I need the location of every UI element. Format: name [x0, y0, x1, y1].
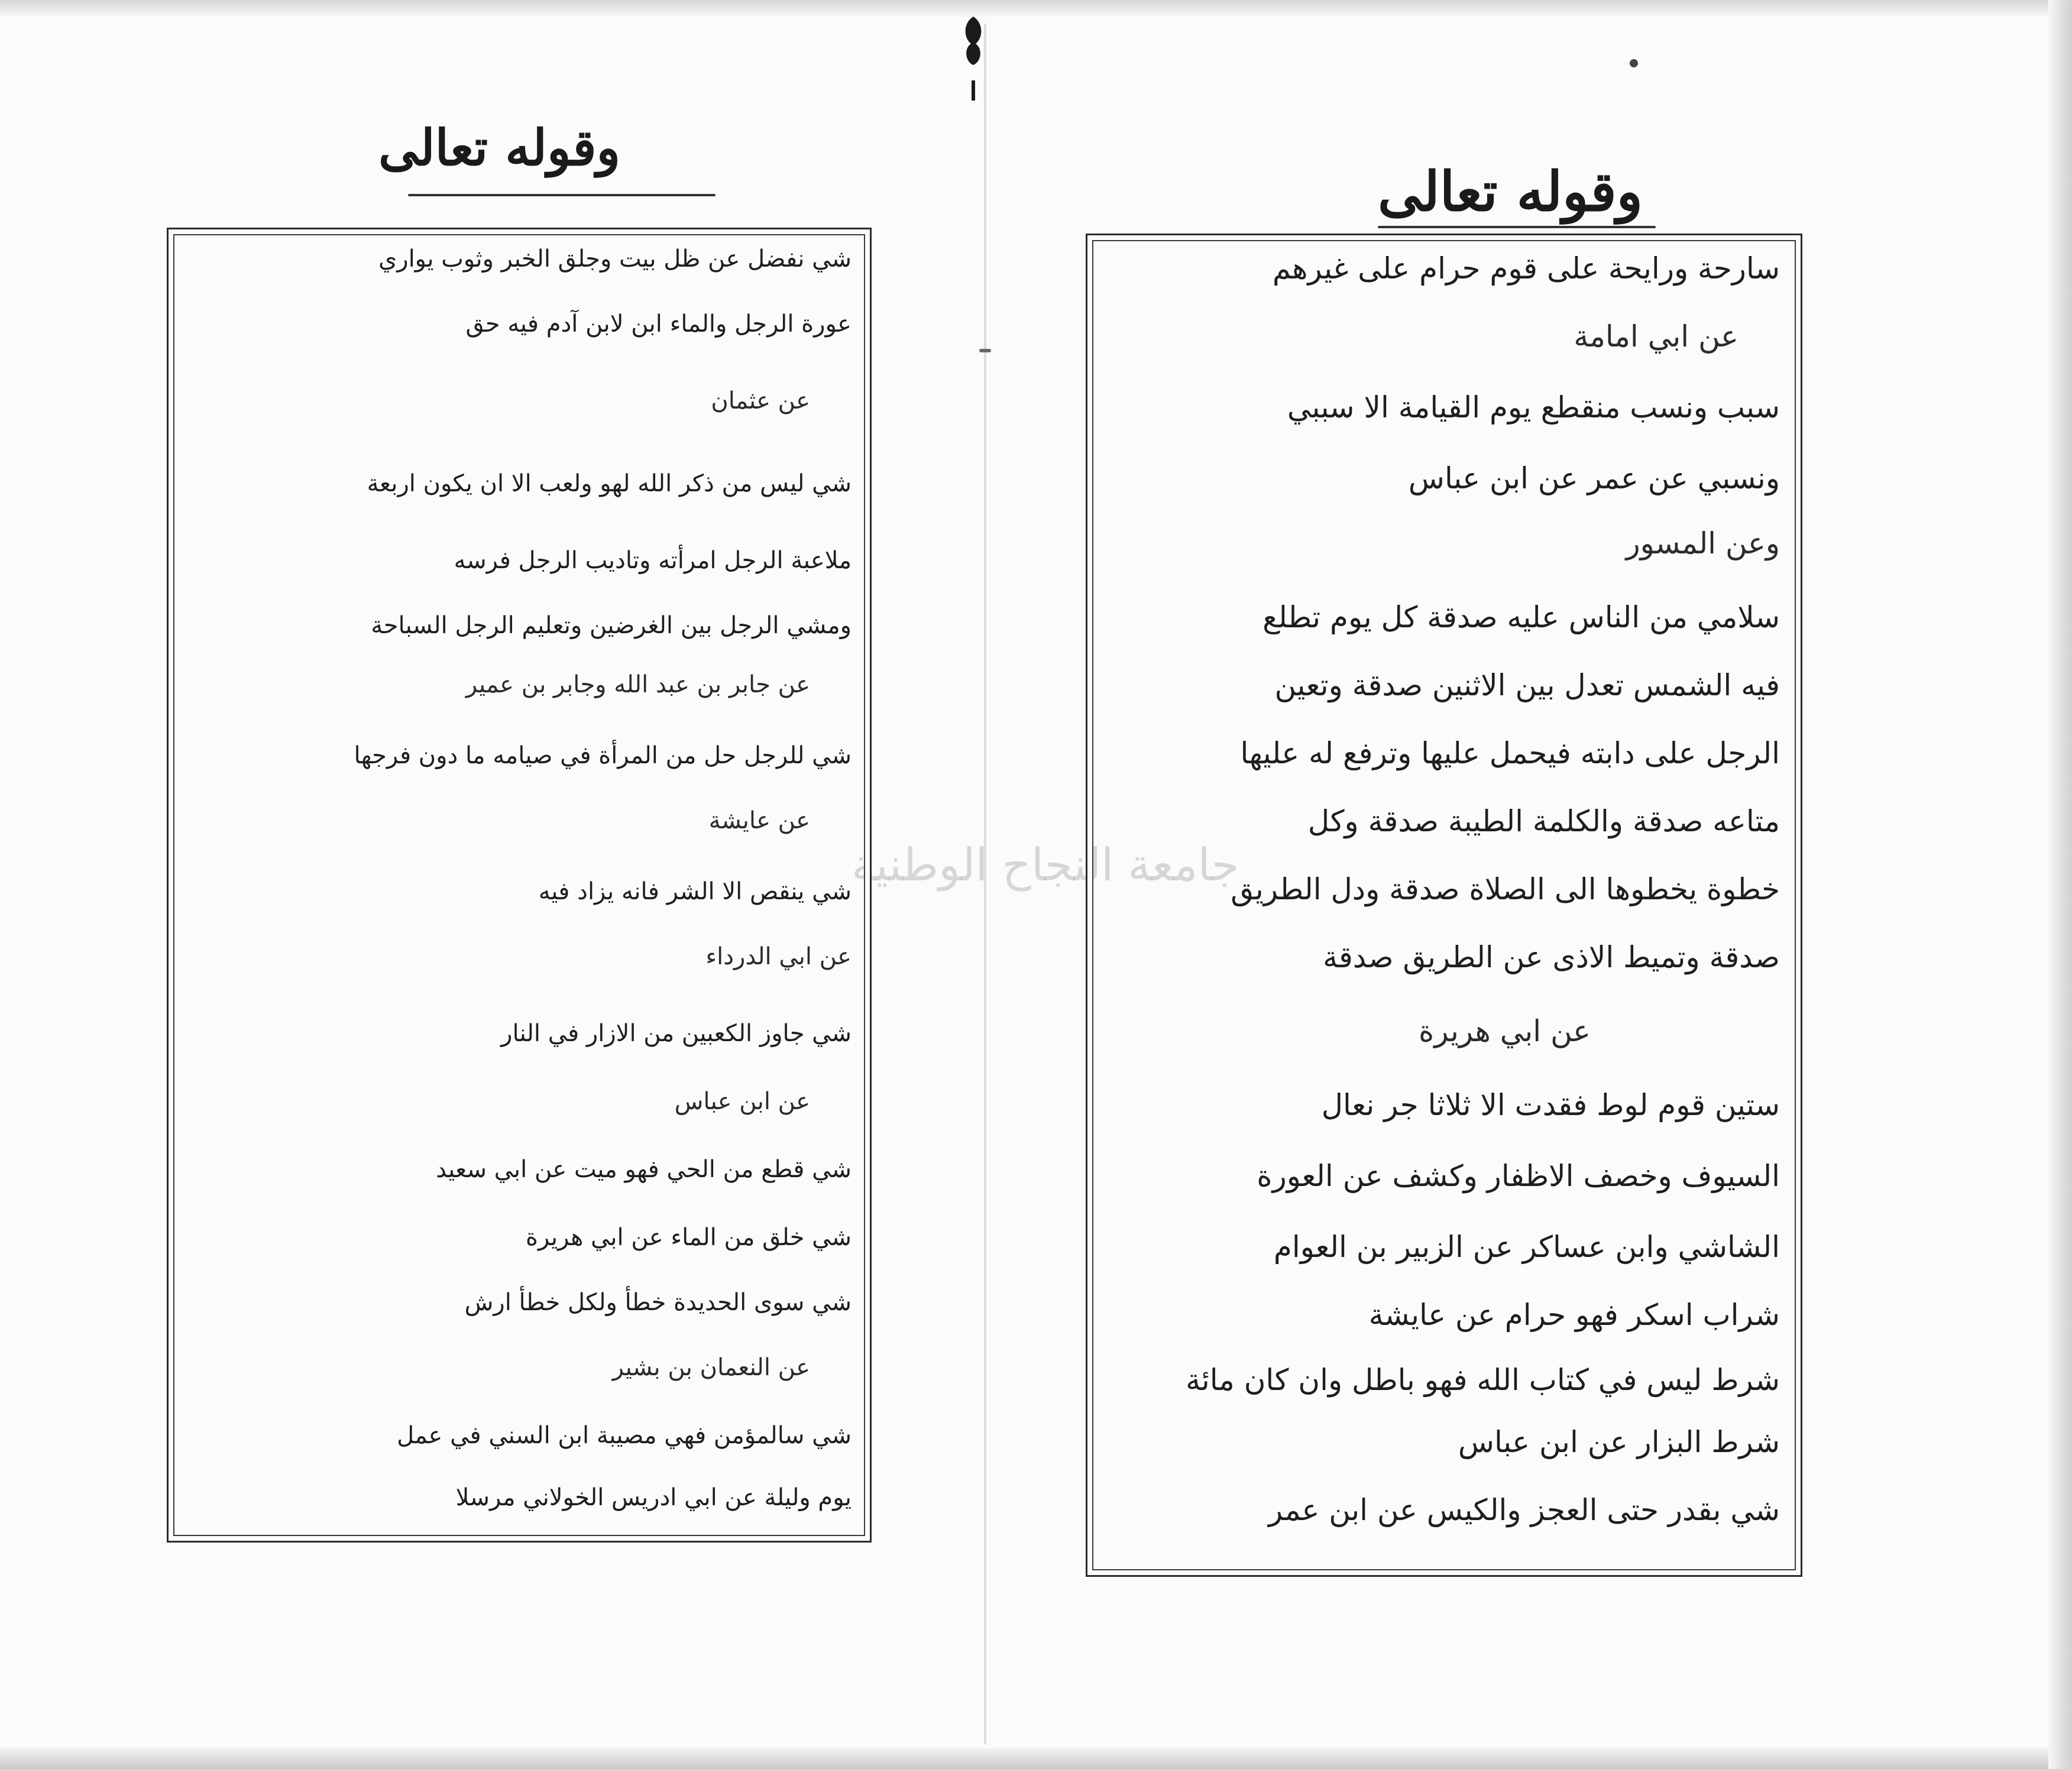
- text-line: شرط ليس في كتاب الله فهو باطل وان كان مائة: [1186, 1363, 1780, 1397]
- source-line: عن ابن عباس: [674, 1088, 810, 1115]
- scan-bottom-edge: [0, 1748, 2072, 1769]
- left-page-heading: وقوله تعالى: [378, 118, 621, 177]
- text-line: سبب ونسب منقطع يوم القيامة الا سببي: [1287, 390, 1780, 425]
- text-line: شي ينقص الا الشر فانه يزاد فيه: [538, 878, 852, 905]
- text-line: سارحة ورايحة على قوم حرام على غيرهم: [1272, 251, 1780, 286]
- text-line: ومشي الرجل بين الغرضين وتعليم الرجل السباحة: [371, 612, 852, 639]
- ink-smudge: [979, 349, 991, 352]
- text-line: شي للرجل حل من المرأة في صيامه ما دون فرجها: [354, 742, 852, 769]
- source-line: عن ابي امامة: [1574, 319, 1738, 354]
- source-line: عن ابي الدرداء: [705, 943, 852, 970]
- text-line: شرط البزار عن ابن عباس: [1458, 1425, 1780, 1459]
- ink-dot: [1630, 59, 1638, 67]
- text-line: عورة الرجل والماء ابن لابن آدم فيه حق: [465, 310, 852, 338]
- text-line: شي بقدر حتى العجز والكيس عن ابن عمر: [1268, 1493, 1780, 1527]
- text-line: فيه الشمس تعدل بين الاثنين صدقة وتعين: [1274, 668, 1780, 702]
- text-line: خطوة يخطوها الى الصلاة صدقة ودل الطريق: [1231, 872, 1780, 906]
- text-line: شي خلق من الماء عن ابي هريرة: [526, 1224, 852, 1251]
- text-line: ستين قوم لوط فقدت الا ثلاثا جر نعال: [1321, 1088, 1780, 1122]
- text-line: شي جاوز الكعبين من الازار في النار: [501, 1020, 852, 1047]
- source-line: عن النعمان بن بشير: [612, 1354, 810, 1381]
- right-page-heading: وقوله تعالى: [1378, 160, 1643, 223]
- right-heading-underline: [1378, 226, 1656, 228]
- text-line: شي سوى الحديدة خطأ ولكل خطأ ارش: [464, 1289, 852, 1316]
- scan-top-edge: [0, 0, 2072, 17]
- text-line: شي قطع من الحي فهو ميت عن ابي سعيد: [436, 1156, 852, 1183]
- source-line: وعن المسور: [1626, 526, 1780, 560]
- scan-right-edge: [2048, 0, 2072, 1769]
- text-line: يوم وليلة عن ابي ادريس الخولاني مرسلا: [455, 1484, 852, 1511]
- ink-mark-top: [956, 11, 991, 105]
- text-line: ونسبي عن عمر عن ابن عباس: [1408, 461, 1780, 495]
- text-line: سلامي من الناس عليه صدقة كل يوم تطلع: [1262, 600, 1780, 634]
- library-watermark: جامعة النجاح الوطنية: [852, 838, 1239, 891]
- text-line: الرجل على دابته فيحمل عليها وترفع له عليها: [1240, 736, 1780, 770]
- text-line: شي سالمؤمن فهي مصيبة ابن السني في عمل: [397, 1422, 852, 1449]
- source-line: عن ابي هريرة: [1419, 1014, 1591, 1048]
- text-line: السيوف وخصف الاظفار وكشف عن العورة: [1257, 1159, 1780, 1193]
- text-line: صدقة وتميط الاذى عن الطريق صدقة: [1323, 940, 1780, 974]
- text-line: شي نفضل عن ظل بيت وجلق الخبر وثوب يواري: [378, 245, 852, 273]
- source-line: عن عايشة: [708, 807, 810, 834]
- source-line: عن عثمان: [711, 387, 810, 414]
- left-heading-underline: [408, 194, 716, 196]
- text-line: شي ليس من ذكر الله لهو ولعب الا ان يكون اربعة: [367, 470, 852, 497]
- text-line: ملاعبة الرجل امرأته وتاديب الرجل فرسه: [454, 547, 852, 574]
- text-line: شراب اسكر فهو حرام عن عايشة: [1368, 1298, 1780, 1332]
- source-line: عن جابر بن عبد الله وجابر بن عمير: [465, 671, 810, 698]
- text-line: الشاشي وابن عساكر عن الزبير بن العوام: [1273, 1230, 1780, 1264]
- text-line: متاعه صدقة والكلمة الطيبة صدقة وكل: [1307, 804, 1780, 838]
